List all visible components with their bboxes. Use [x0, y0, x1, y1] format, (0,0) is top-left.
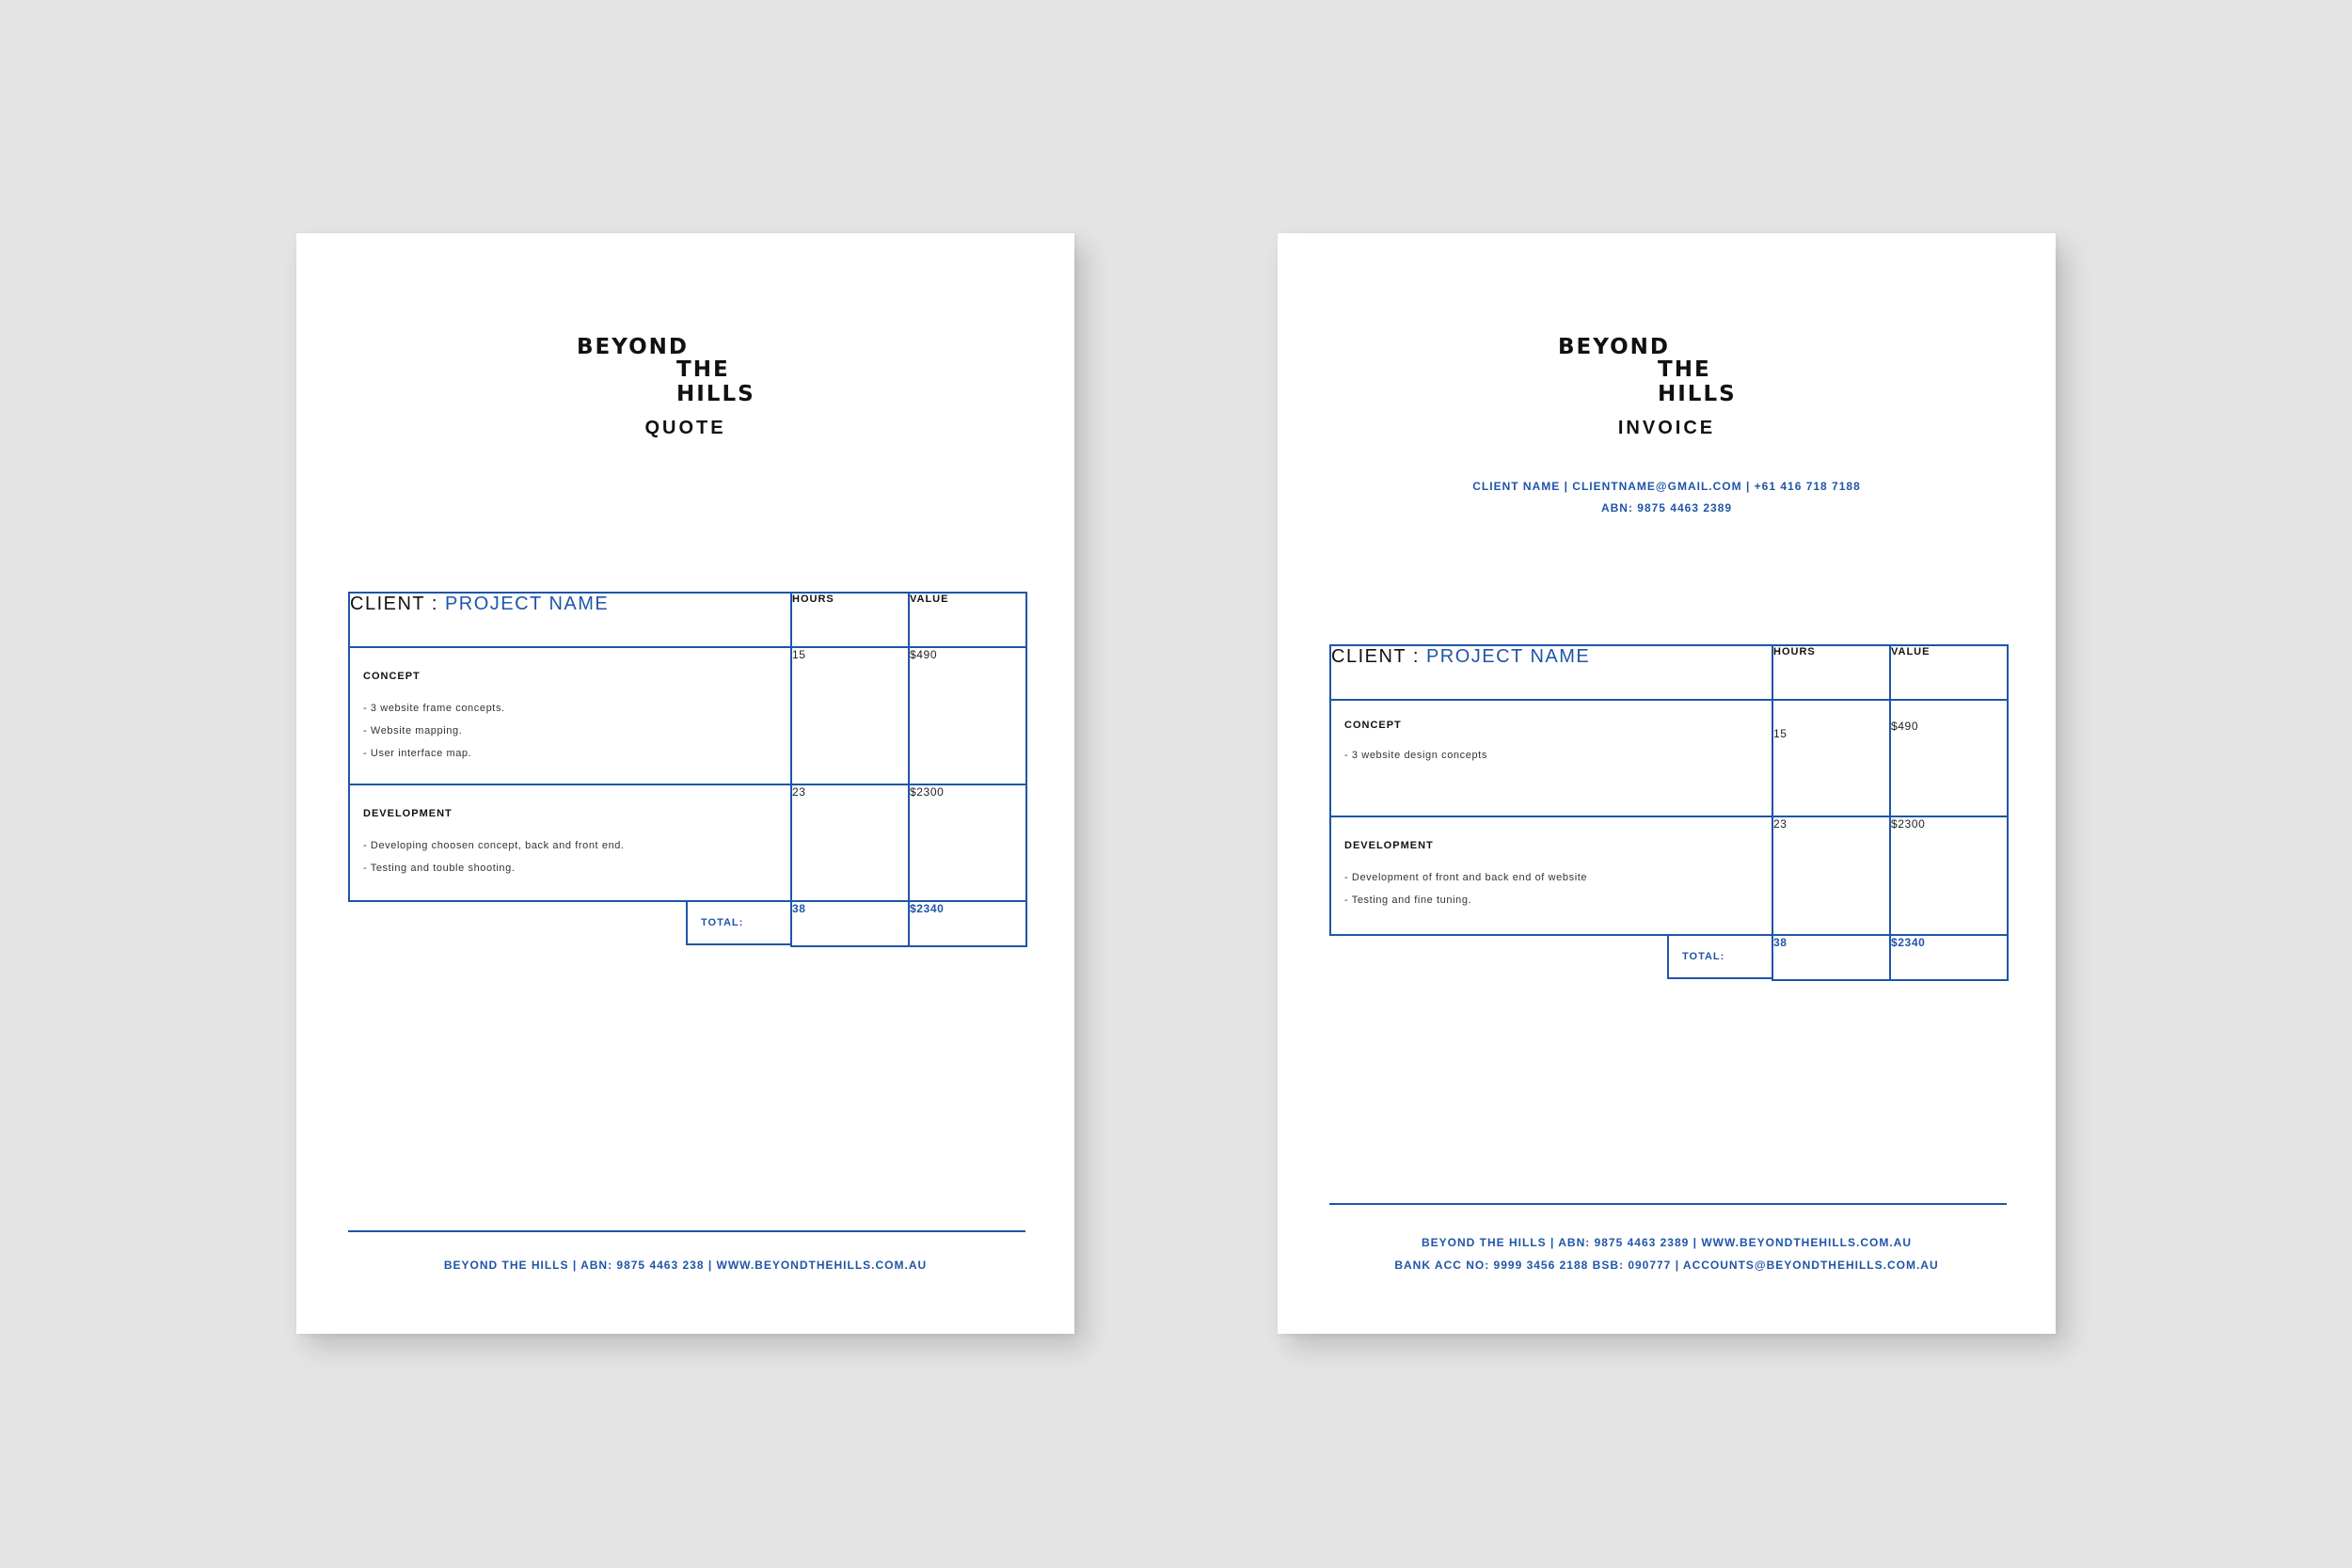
- quote-items-table: [348, 592, 1027, 947]
- section-title: DEVELOPMENT: [363, 808, 453, 819]
- item-value: $490: [909, 647, 1026, 784]
- bullet-item: - Development of front and back end of website: [1344, 872, 1588, 883]
- invoice-page: [1278, 233, 2056, 1334]
- bullet-item: - Developing choosen concept, back and front end.: [363, 840, 625, 851]
- item-description: [349, 784, 791, 901]
- item-description: [1330, 700, 1772, 816]
- bullet-item: - Testing and touble shooting.: [363, 863, 516, 874]
- client-info-line-1: CLIENT NAME | CLIENTNAME@GMAIL.COM | +61 416 718 7188: [1472, 480, 1861, 493]
- footer-line-1: BEYOND THE HILLS | ABN: 9875 4463 238 | WWW.BEYONDTHEHILLS.COM.AU: [443, 1259, 928, 1272]
- footer: [296, 1254, 1074, 1276]
- table-row: [349, 784, 1026, 901]
- total-hours: 38: [791, 901, 909, 946]
- total-hours: 38: [1772, 935, 1890, 980]
- invoice-items-table: [1329, 644, 2009, 981]
- total-label-cell: [686, 902, 790, 945]
- client-project-cell: [1330, 645, 1772, 700]
- document-title: INVOICE: [1617, 418, 1716, 438]
- item-value: $2300: [909, 784, 1026, 901]
- brand-logo: [1558, 335, 1784, 406]
- footer-line-2: BANK ACC NO: 9999 3456 2188 BSB: 090777 | ACCOUNTS@BEYONDTHEHILLS.COM.AU: [1394, 1259, 1939, 1272]
- total-row: [349, 901, 1026, 946]
- total-label: TOTAL:: [701, 917, 744, 928]
- project-name: PROJECT NAME: [1425, 646, 1591, 667]
- item-hours: 23: [1772, 816, 1890, 935]
- total-label: TOTAL:: [1682, 951, 1725, 962]
- item-description: [1330, 816, 1772, 935]
- table-row: [1330, 816, 2008, 935]
- client-info-line-2: ABN: 9875 4463 2389: [1600, 501, 1733, 515]
- quote-page: [296, 233, 1074, 1334]
- section-title: CONCEPT: [1344, 720, 1402, 731]
- brand-logo: [577, 335, 803, 406]
- total-row: [1330, 935, 2008, 980]
- value-header: VALUE: [909, 593, 1026, 647]
- total-value: $2340: [1890, 935, 2008, 980]
- total-value: $2340: [909, 901, 1026, 946]
- item-bullets: [350, 819, 790, 879]
- footer: [1278, 1231, 2056, 1276]
- logo-line-1: BEYOND: [1558, 335, 1670, 359]
- item-description: [349, 647, 791, 784]
- table-header-row: [1330, 645, 2008, 700]
- client-label: CLIENT :: [1331, 646, 1426, 667]
- client-label: CLIENT :: [350, 594, 445, 614]
- section-title: CONCEPT: [363, 671, 421, 682]
- hours-header: HOURS: [1772, 645, 1890, 700]
- item-hours: 23: [791, 784, 909, 901]
- total-label-cell: [1667, 936, 1772, 979]
- logo-line-2: THE HILLS: [1658, 357, 1737, 406]
- item-bullets: [350, 682, 790, 765]
- hours-header: HOURS: [791, 593, 909, 647]
- bullet-item: - 3 website frame concepts.: [363, 703, 505, 714]
- section-title: DEVELOPMENT: [1344, 840, 1434, 851]
- item-bullets: [1331, 731, 1772, 767]
- item-hours: 15: [791, 647, 909, 784]
- document-title: QUOTE: [644, 418, 726, 438]
- table-row: [1330, 700, 2008, 816]
- client-project-cell: [349, 593, 791, 647]
- footer-divider: [1329, 1203, 2007, 1205]
- bullet-item: - 3 website design concepts: [1344, 750, 1487, 761]
- item-hours: 15: [1772, 700, 1890, 816]
- table-row: [349, 647, 1026, 784]
- table-header-row: [349, 593, 1026, 647]
- bullet-item: - User interface map.: [363, 748, 472, 759]
- logo-line-1: BEYOND: [577, 335, 689, 359]
- project-name: PROJECT NAME: [444, 594, 610, 614]
- value-header: VALUE: [1890, 645, 2008, 700]
- item-bullets: [1331, 851, 1772, 911]
- bullet-item: - Testing and fine tuning.: [1344, 895, 1472, 906]
- logo-line-2: THE HILLS: [676, 357, 755, 406]
- footer-line-1: BEYOND THE HILLS | ABN: 9875 4463 2389 | WWW.BEYONDTHEHILLS.COM.AU: [1421, 1236, 1912, 1249]
- client-info: [1278, 476, 2056, 519]
- item-value: $490: [1890, 700, 2008, 816]
- item-value: $2300: [1890, 816, 2008, 935]
- footer-divider: [348, 1230, 1025, 1232]
- bullet-item: - Website mapping.: [363, 725, 463, 736]
